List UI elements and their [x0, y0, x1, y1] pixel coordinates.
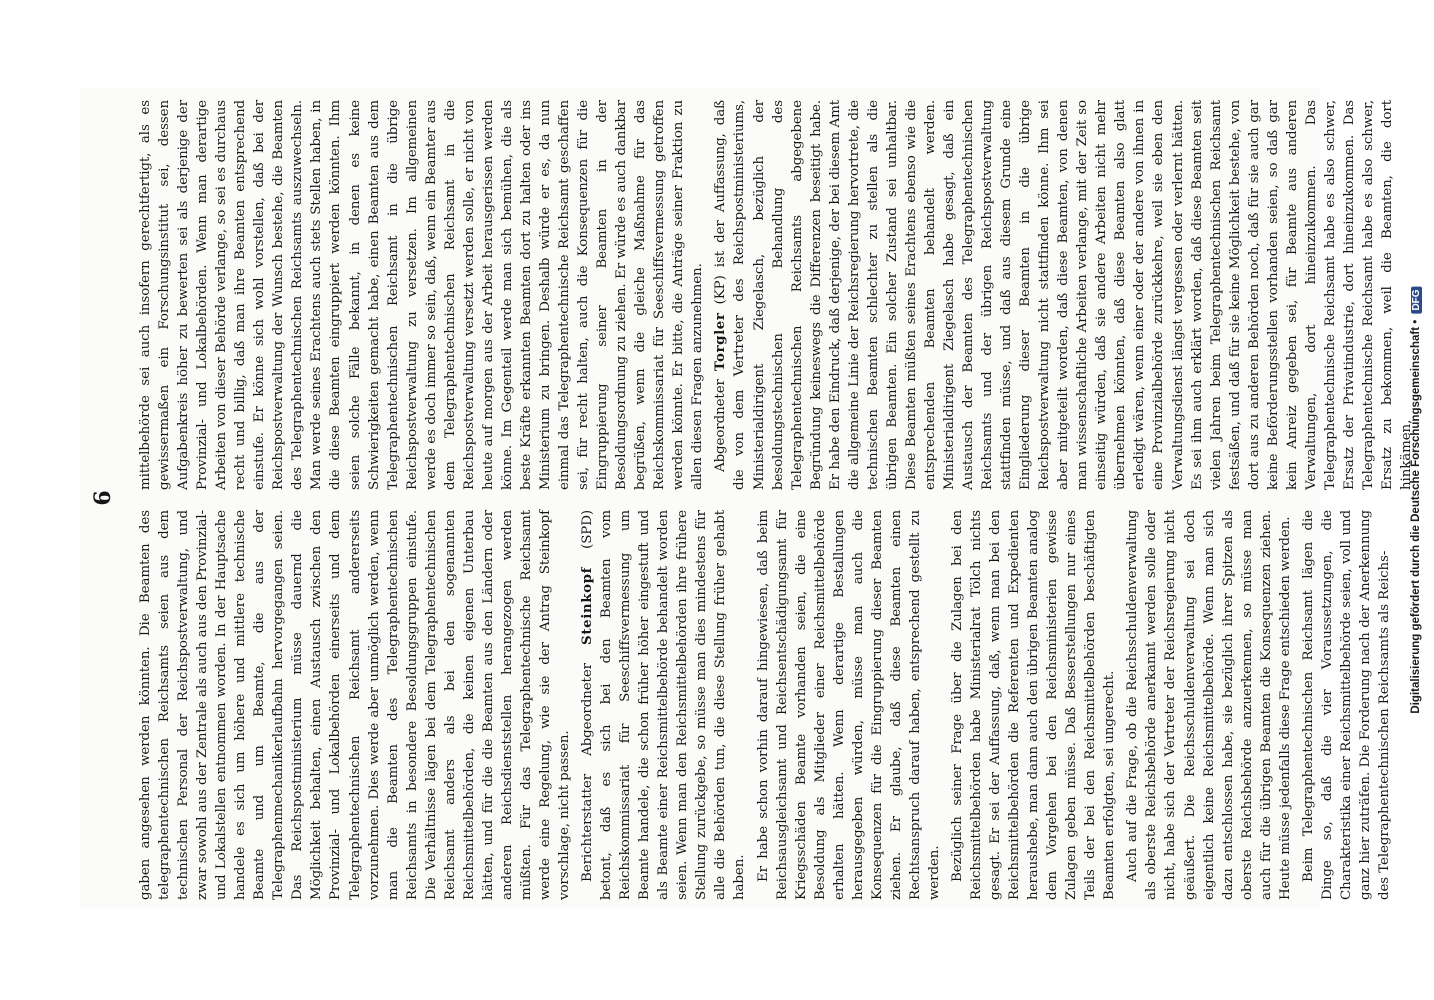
paragraph-text: (KP) ist der Auffassung, daß die von dem Vertreter des Reichspostministeriums, Ministerialdirigent Ziegelasch, bezüglich der besoldungstechnischen Behandlung des Telegraphentechnischen Reichsamts abgegebene Begründung keineswegs die Differenzen beseitigt habe. Er habe den Eindruck, daß derjenige, der bei diesem Amt die allgemeine Linie der Reichsregierung hervortrete, die technischen Beamten schlechter zu stellen als die übrigen Beamten. Ein solcher Zustand sei unhaltbar. Diese Beamten müßten seines Erachtens ebenso wie die entsprechenden Beamten behandelt werden. Ministerialdirigent Ziegelasch habe gesagt, daß ein Austausch der Beamten des Telegraphentechnischen Reichsamts und der übrigen Reichspostverwaltung stattfinden müsse, und daß aus diesem Grunde eine Eingliederung dieser Beamten in die übrige Reichspostverwaltung nicht stattfinden könne. Ihm sei aber mitgeteilt worden, daß diese Beamten, von denen man wissenschaftliche Arbeiten verlange, mit der Zeit so einseitig würden, daß sie andere Arbeiten nicht mehr übernehmen könnten, daß diese Beamten also glatt erledigt wären, wenn einer oder der andere von ihnen in eine Provinzialbehörde zurückkehre, weil sie eben den Verwaltungsdienst längst vergessen oder verlernt hätten. Es sei ihm auch erklärt worden, daß diese Beamten seit vielen Jahren beim Telegraphentechnischen Reichsamt festsäßen, und daß für sie keine Möglichkeit bestehe, von dort aus zu anderen Behörden noch, daß für sie auch gar keine Beförderungsstellen vorhanden seien, so daß gar kein Anreiz gegeben sei, für Beamte aus anderen Verwaltungen, dort hineinzukommen. Das Telegraphentechnische Reichsamt habe es also schwer, Ersatz der Privatindustrie, dort hineinzukommen. Das Telegraphentechnische Reichsamt habe es also schwer, Ersatz zu bekommen, weil die Beamten, die dort hinkämen,: [713, 100, 1415, 490]
right-column: [136, 100, 1415, 490]
paragraph: [578, 510, 749, 900]
paragraph: [136, 100, 707, 490]
credit-text: Digitalisierung gefördert durch die Deutsche Forschungsgemeinschaft •: [1410, 319, 1422, 714]
document-page: [80, 88, 1415, 908]
left-column: [136, 510, 1392, 900]
paragraph: [136, 510, 574, 900]
paragraph: [711, 100, 1416, 490]
page-number: 6: [90, 490, 116, 506]
dfg-logo: DFG: [1411, 286, 1422, 313]
speaker-name: Steinkopf: [579, 567, 596, 645]
speaker-name: Torgler: [712, 312, 729, 372]
speaker-prefix: Berichterstatter Abgeordneter: [580, 644, 596, 882]
dfg-credit: [1410, 286, 1422, 713]
paragraph-text: mittelbehörde sei auch insofern gerechtfertigt, als es gewissermaßen ein Forschungsinstitut sei, dessen Aufgabenkreis höher zu bewerten sei als derjenige der Provinzial- und Lokalbehörden. Wenn man derartige Arbeiten von dieser Behörde verlange, so sei es durchaus recht und billig, daß man ihre Beamten entsprechend einstufe. Er könne sich wohl vorstellen, daß bei der Reichspostverwaltung der Wunsch bestehe, die Beamten des Telegraphentechnischen Reichsamts auszuwechseln. Man werde seines Erachtens auch stets Stellen haben, in die diese Beamten eingruppiert werden könnten. Ihm seien solche Fälle bekannt, in denen es keine Schwierigkeiten gemacht habe, einen Beamten aus dem Telegraphentechnischen Reichsamt in die übrige Reichspostverwaltung zu versetzen. Im allgemeinen werde es doch immer so sein, daß, wenn ein Beamter aus dem Telegraphentechnischen Reichsamt in die Reichspostverwaltung versetzt werden solle, er nicht von heute auf morgen aus der Arbeit herausgerissen werden könne. Im Gegenteil werde man sich bemühen, die als beste Kräfte erkannten Beamten dort zu halten oder ins Ministerium zu bringen. Deshalb würde er es, da nun einmal das Telegraphentechnische Reichsamt geschaffen sei, für recht halten, auch die Konsequenzen für die Eingruppierung seiner Beamten in der Besoldungsordnung zu ziehen. Er würde es auch dankbar begrüßen, wenn die gleiche Maßnahme für das Reichskommissariat für Seeschiffsvermessung getroffen werden könnte. Er bitte, die Anträge seiner Fraktion zu allen diesen Fragen anzunehmen.: [138, 100, 706, 490]
paragraph-text: Bezüglich seiner Frage über die Zulagen bei den Reichsmittelbehörden habe Ministerialrat Tölch nichts gesagt. Er sei der Auffassung, daß, wenn man bei den Reichsmittelbehörden die Referenten und Expedienten heraushebe, man dann auch den übrigen Beamten analog dem Vorgehen bei den Reichsministerien gewisse Zulagen geben müsse. Daß Besserstellungen nur eines Teils der bei den Reichsmittelbehörden beschäftigten Beamten erfolgten, sei ungerecht.: [949, 510, 1118, 900]
paragraph: [1123, 510, 1294, 900]
paragraph: [754, 510, 944, 900]
paragraph-text: gaben angesehen werden könnten. Die Beamten des telegraphentechnischen Reichsamts seien aus dem technischen Personal der Reichspostverwaltung, und zwar sowohl aus der Zentrale als auch aus den Provinzial- und Lokalstellen entnommen worden. In der Hauptsache handele es sich um höhere und mittlere technische Beamte und um Beamte, die aus der Telegraphenmechanikerlaufbahn hervorgegangen seien. Das Reichspostministerium müsse dauernd die Möglichkeit behalten, einen Austausch zwischen den Provinzial- und Lokalbehörden einerseits und dem Telegraphentechnischen Reichsamt andererseits vorzunehmen. Dies werde aber unmöglich werden, wenn man die Beamten des Telegraphentechnischen Reichsamts in besondere Besoldungsgruppen einstufe. Die Verhältnisse lägen bei dem Telegraphentechnischen Reichsamt anders als bei den sogenannten Reichsmittelbehörden, die keinen eigenen Unterbau hätten, und für die die Beamten aus den Ländern oder anderen Reichsdienststellen herangezogen werden müßten. Für das Telegraphentechnische Reichsamt werde eine Regelung, wie sie der Antrag Steinkopf vorschlage, nicht passen.: [138, 510, 573, 900]
paragraph: [948, 510, 1119, 900]
paragraph: [1299, 510, 1394, 900]
paragraph-text: (SPD) betont, daß es sich bei den Beamten vom Reichskommissariat für Seeschiffsvermessung um Beamte handele, die schon früher höher eingestuft und als Beamte einer Reichsmittelbehörde behandelt worden seien. Wenn man den Reichsmittelbehörden ihre frühere Stellung zurückgebe, so müsse man dies mindestens für alle die Behörden tun, die diese Stellung früher gehabt haben.: [580, 510, 748, 900]
paragraph-text: Beim Telegraphentechnischen Reichsamt lägen die Dinge so, daß die vier Voraussetzungen, die Charakteristika einer Reichsmittelbehörde seien, voll und ganz hier zuträfen. Die Forderung nach der Anerkennung des Telegraphentechnischen Reichsamts als Reichs-: [1300, 510, 1392, 900]
paragraph-text: Er habe schon vorhin darauf hingewiesen, daß beim Reichsausgleichsamt und Reichsentschädigungsamt für Kriegsschäden Beamte vorhanden seien, die eine Besoldung als Mitglieder einer Reichsmittelbehörde erhalten hätten. Wenn derartige Bestallungen herausgegeben würden, müsse man auch die Konsequenzen für die Eingruppierung dieser Beamten ziehen. Er glaube, daß diese Beamten einen Rechtsanspruch darauf haben, entsprechend gestellt zu werden.: [755, 510, 942, 900]
speaker-prefix: Abgeordneter: [713, 371, 729, 472]
paragraph-text: Auch auf die Frage, ob die Reichsschuldenverwaltung als oberste Reichsbehörde anerkannt werden solle oder nicht, habe sich der Vertreter der Reichsregierung nicht geäußert. Die Reichsschuldenverwaltung sei doch eigentlich keine Reichsmittelbehörde. Wenn man sich dazu entschlossen habe, sie bezüglich ihrer Spitzen als oberste Reichsbehörde anzuerkennen, so müsse man auch für die übrigen Beamten die Konsequenzen ziehen. Heute müsse jedenfalls diese Frage entschieden werden.: [1125, 510, 1293, 900]
